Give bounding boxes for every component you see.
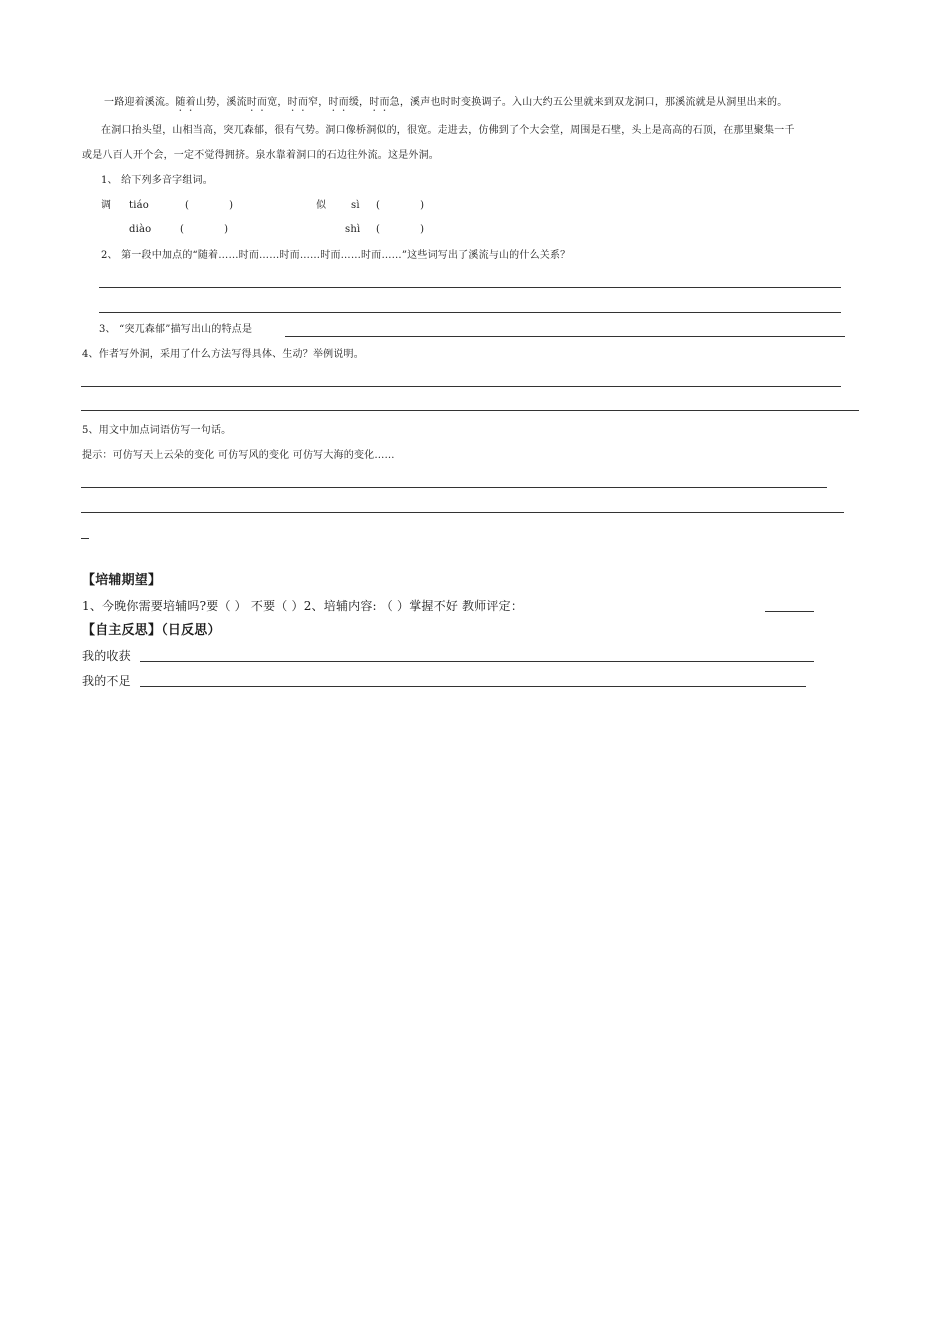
teacher-evaluation-line[interactable] xyxy=(765,611,814,612)
question-1: 1、 给下列多音字组词。 xyxy=(101,175,213,186)
dotted-word: 时而 xyxy=(369,97,390,108)
dotted-word: 时而 xyxy=(287,97,309,108)
passage-text: 一路迎着溪流。 xyxy=(104,97,176,108)
reflection-lack-line[interactable] xyxy=(140,686,806,687)
q1-pinyin-tiao: tiáo xyxy=(129,200,149,211)
question-4: 4、作者写外洞，采用了什么方法写得具体、生动？举例说明。 xyxy=(82,349,364,360)
q5-answer-line-1[interactable] xyxy=(81,487,827,488)
q1-answer-shi[interactable]: ( ) xyxy=(376,224,425,235)
tutoring-heading: 【培辅期望】 xyxy=(82,573,162,588)
q2-answer-line-2[interactable] xyxy=(99,312,841,313)
reflection-gain-label: 我的收获 xyxy=(82,649,131,663)
reflection-heading: 【自主反思】（日反思） xyxy=(82,623,221,638)
passage-text: 缓， xyxy=(348,97,370,108)
dotted-word: 时而 xyxy=(246,97,268,108)
tutoring-line: 1、今晚你需要培辅吗?要（ ） 不要（ ）2、培辅内容: （ ）掌握不好 教师评定： xyxy=(82,599,524,613)
question-5: 5、用文中加点词语仿写一句话。 xyxy=(82,425,232,436)
q1-answer-diao[interactable]: ( ) xyxy=(180,224,229,235)
passage-paragraph-1 xyxy=(104,96,787,114)
dotted-word: 时而 xyxy=(328,97,349,108)
q5-answer-line-stub[interactable] xyxy=(81,538,89,539)
passage-paragraph-2-line-1: 在洞口抬头望，山相当高，突兀森郁，很有气势。洞口像桥洞似的，很宽。走进去，仿佛到了个大会堂，周围是石壁，头上是高高的石顶，在那里聚集一千 xyxy=(101,125,795,136)
passage-paragraph-2-line-2: 或是八百人开个会，一定不觉得拥挤。泉水靠着洞口的石边往外流。这是外洞。 xyxy=(82,150,439,161)
q3-answer-line[interactable] xyxy=(285,336,845,337)
question-2: 2、 第一段中加点的“随着……时而……时而……时而……时而……”这些词写出了溪流与山的什么关系？ xyxy=(101,250,571,261)
q4-answer-line-2[interactable] xyxy=(81,410,859,411)
passage-text: 宽， xyxy=(267,97,288,108)
question-3: 3、 “突兀森郁”描写出山的特点是 xyxy=(99,324,253,335)
q1-answer-tiao[interactable]: ( ) xyxy=(185,200,234,211)
passage-text: 窄， xyxy=(308,97,329,108)
q1-answer-si[interactable]: ( ) xyxy=(376,200,425,211)
q1-pinyin-shi: shì xyxy=(345,224,361,235)
q5-answer-line-2[interactable] xyxy=(81,512,844,513)
reflection-lack-label: 我的不足 xyxy=(82,674,131,688)
reflection-gain-line[interactable] xyxy=(140,661,814,662)
passage-text: 急，溪声也时时变换调子。入山大约五公里就来到双龙洞口，那溪流就是从洞里出来的。 xyxy=(389,97,788,108)
q1-char-tiao: 调 xyxy=(101,200,112,211)
q1-pinyin-diao: diào xyxy=(129,224,152,235)
question-5-hint: 提示：可仿写天上云朵的变化 可仿写风的变化 可仿写大海的变化…… xyxy=(82,450,395,461)
q4-answer-line-1[interactable] xyxy=(81,386,841,387)
q1-pinyin-si: sì xyxy=(351,200,360,211)
q2-answer-line-1[interactable] xyxy=(99,287,841,288)
passage-text: 山势，溪流 xyxy=(195,97,247,108)
q1-char-si: 似 xyxy=(316,200,327,211)
dotted-word: 随着 xyxy=(175,97,196,108)
